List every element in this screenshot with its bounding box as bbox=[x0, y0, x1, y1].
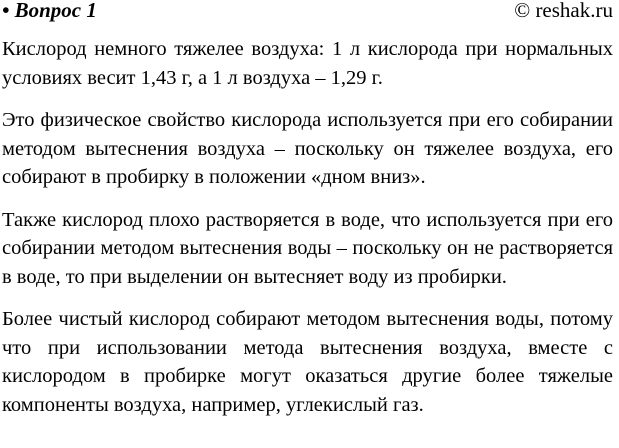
header bbox=[2, 0, 613, 25]
paragraph: Более чистый кислород собирают методом вытеснения воды, потому что при использовании метода вытеснения воздуха, вместе с кислородом в пробирке могут оказаться другие более тяжелые компоненты воздуха, например, углекислый газ. bbox=[2, 308, 613, 416]
copyright-label: © reshak.ru bbox=[514, 0, 613, 22]
question-title: • Вопрос 1 bbox=[2, 0, 97, 22]
paragraph: Кислород немного тяжелее воздуха: 1 л кислорода при нормальных условиях весит 1,43 г, а 1 л воздуха – 1,29 г. bbox=[2, 38, 613, 89]
paragraph: Также кислород плохо растворяется в воде, что используется при его собирании методом вытеснения воды – поскольку он не растворяется в воде, то при выделении он вытесняет воду из пробирки. bbox=[2, 208, 613, 288]
paragraph: Это физическое свойство кислорода используется при его собирании методом вытеснения воздуха – поскольку он тяжелее воздуха, его собирают в пробирку в положении «дном вниз». bbox=[2, 109, 613, 188]
